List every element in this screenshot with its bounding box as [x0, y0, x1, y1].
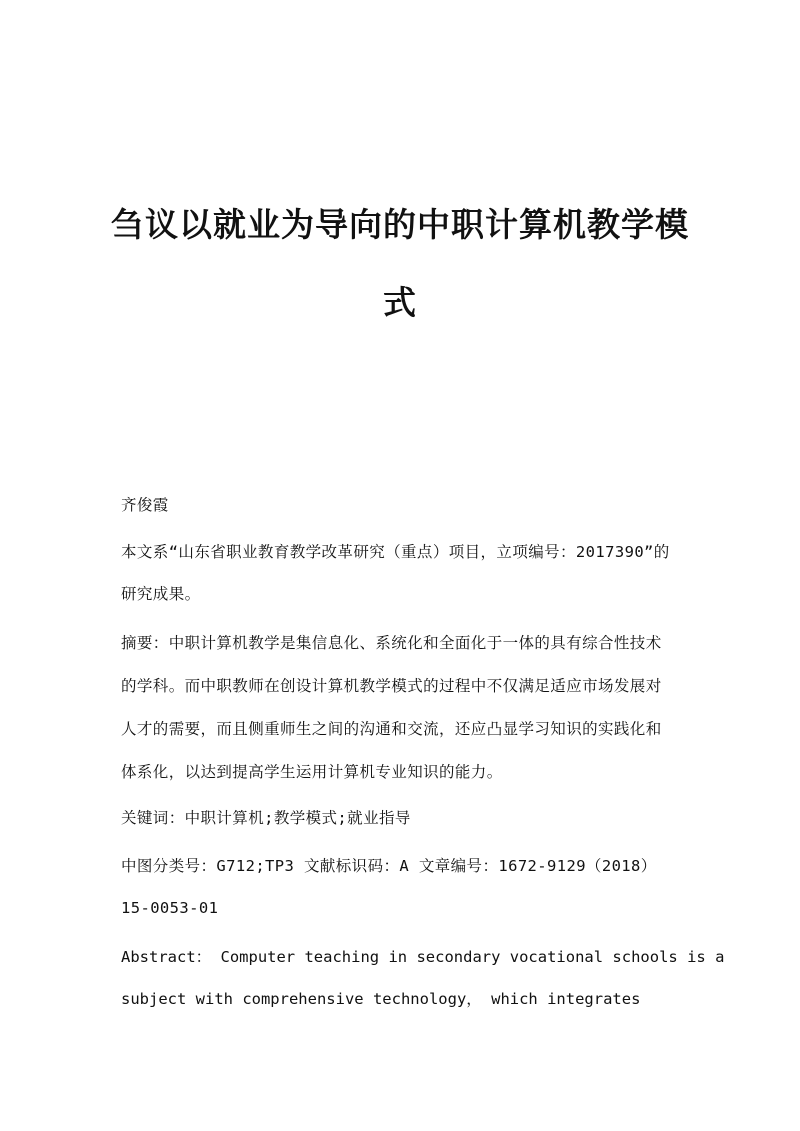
title-line-2: 式	[383, 283, 417, 322]
abstract-zh-line-4: 体系化，以达到提高学生运用计算机专业知识的能力。	[121, 763, 503, 781]
classification-line-1: 中图分类号：G712;TP3 文献标识码：A 文章编号：1672-9129（2018）	[121, 857, 657, 875]
author-name: 齐俊霞	[121, 496, 169, 514]
title-line-1: 刍议以就业为导向的中职计算机教学模	[111, 205, 689, 244]
funding-note-line-2: 研究成果。	[121, 585, 201, 603]
keywords: 关键词：中职计算机;教学模式;就业指导	[121, 809, 411, 827]
abstract-zh-line-3: 人才的需要，而且侧重师生之间的沟通和交流，还应凸显学习知识的实践化和	[121, 720, 662, 738]
abstract-zh-line-1: 摘要：中职计算机教学是集信息化、系统化和全面化于一体的具有综合性技术	[121, 634, 662, 652]
abstract-zh-line-2: 的学科。而中职教师在创设计算机教学模式的过程中不仅满足适应市场发展对	[121, 677, 662, 695]
funding-note-line-1: 本文系“山东省职业教育教学改革研究（重点）项目，立项编号：2017390”的	[121, 543, 670, 561]
classification-line-2: 15-0053-01	[121, 899, 219, 917]
abstract-en-line-1: Abstract： Computer teaching in secondary vocational schools is a	[121, 948, 725, 966]
document-title	[60, 186, 740, 342]
abstract-en-line-2: subject with comprehensive technology， which integrates	[121, 990, 641, 1008]
